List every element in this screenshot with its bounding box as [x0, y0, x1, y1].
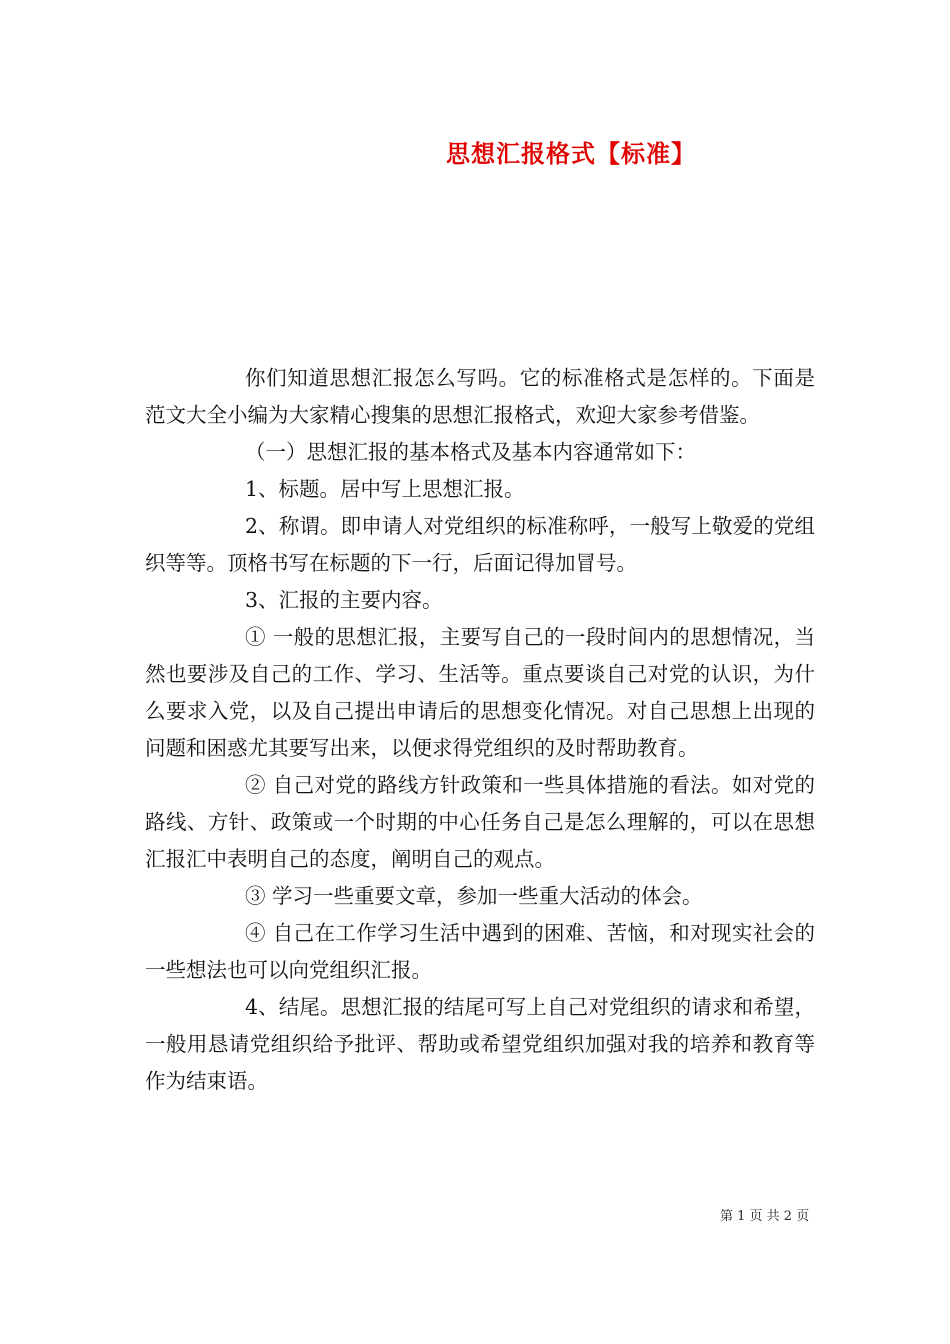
document-title: 思想汇报格式【标准】: [446, 140, 696, 168]
document-body: [145, 360, 815, 1100]
paragraph-sub-1: ① 一般的思想汇报，主要写自己的一段时间内的思想情况，当然也要涉及自己的工作、学习、生活等。重点要谈自己对党的认识，为什么要求入党，以及自己提出申请后的思想变化情况。对自己思想上出现的问题和困惑尤其要写出来，以便求得党组织的及时帮助教育。: [145, 625, 815, 760]
page-number-footer: 第 1 页 共 2 页: [720, 1209, 810, 1224]
paragraph-section-heading: （一）思想汇报的基本格式及基本内容通常如下：: [245, 440, 696, 464]
paragraph-sub-3: ③ 学习一些重要文章，参加一些重大活动的体会。: [245, 884, 703, 908]
paragraph-item-4: 4、结尾。思想汇报的结尾可写上自己对党组织的请求和希望，一般用恳请党组织给予批评、帮助或希望党组织加强对我的培养和教育等作为结束语。: [145, 995, 815, 1093]
paragraph-item-3: 3、汇报的主要内容。: [245, 588, 443, 612]
paragraph-item-1: 1、标题。居中写上思想汇报。: [245, 477, 525, 501]
paragraph-intro: 你们知道思想汇报怎么写吗。它的标准格式是怎样的。下面是范文大全小编为大家精心搜集的思想汇报格式，欢迎大家参考借鉴。: [145, 366, 815, 427]
paragraph-sub-2: ② 自己对党的路线方针政策和一些具体措施的看法。如对党的路线、方针、政策或一个时期的中心任务自己是怎么理解的，可以在思想汇报汇中表明自己的态度，阐明自己的观点。: [145, 773, 815, 871]
paragraph-sub-4: ④ 自己在工作学习生活中遇到的困难、苦恼，和对现实社会的一些想法也可以向党组织汇报。: [145, 921, 815, 982]
paragraph-item-2: 2、称谓。即申请人对党组织的标准称呼，一般写上敬爱的党组织等等。顶格书写在标题的下一行，后面记得加冒号。: [145, 514, 815, 575]
